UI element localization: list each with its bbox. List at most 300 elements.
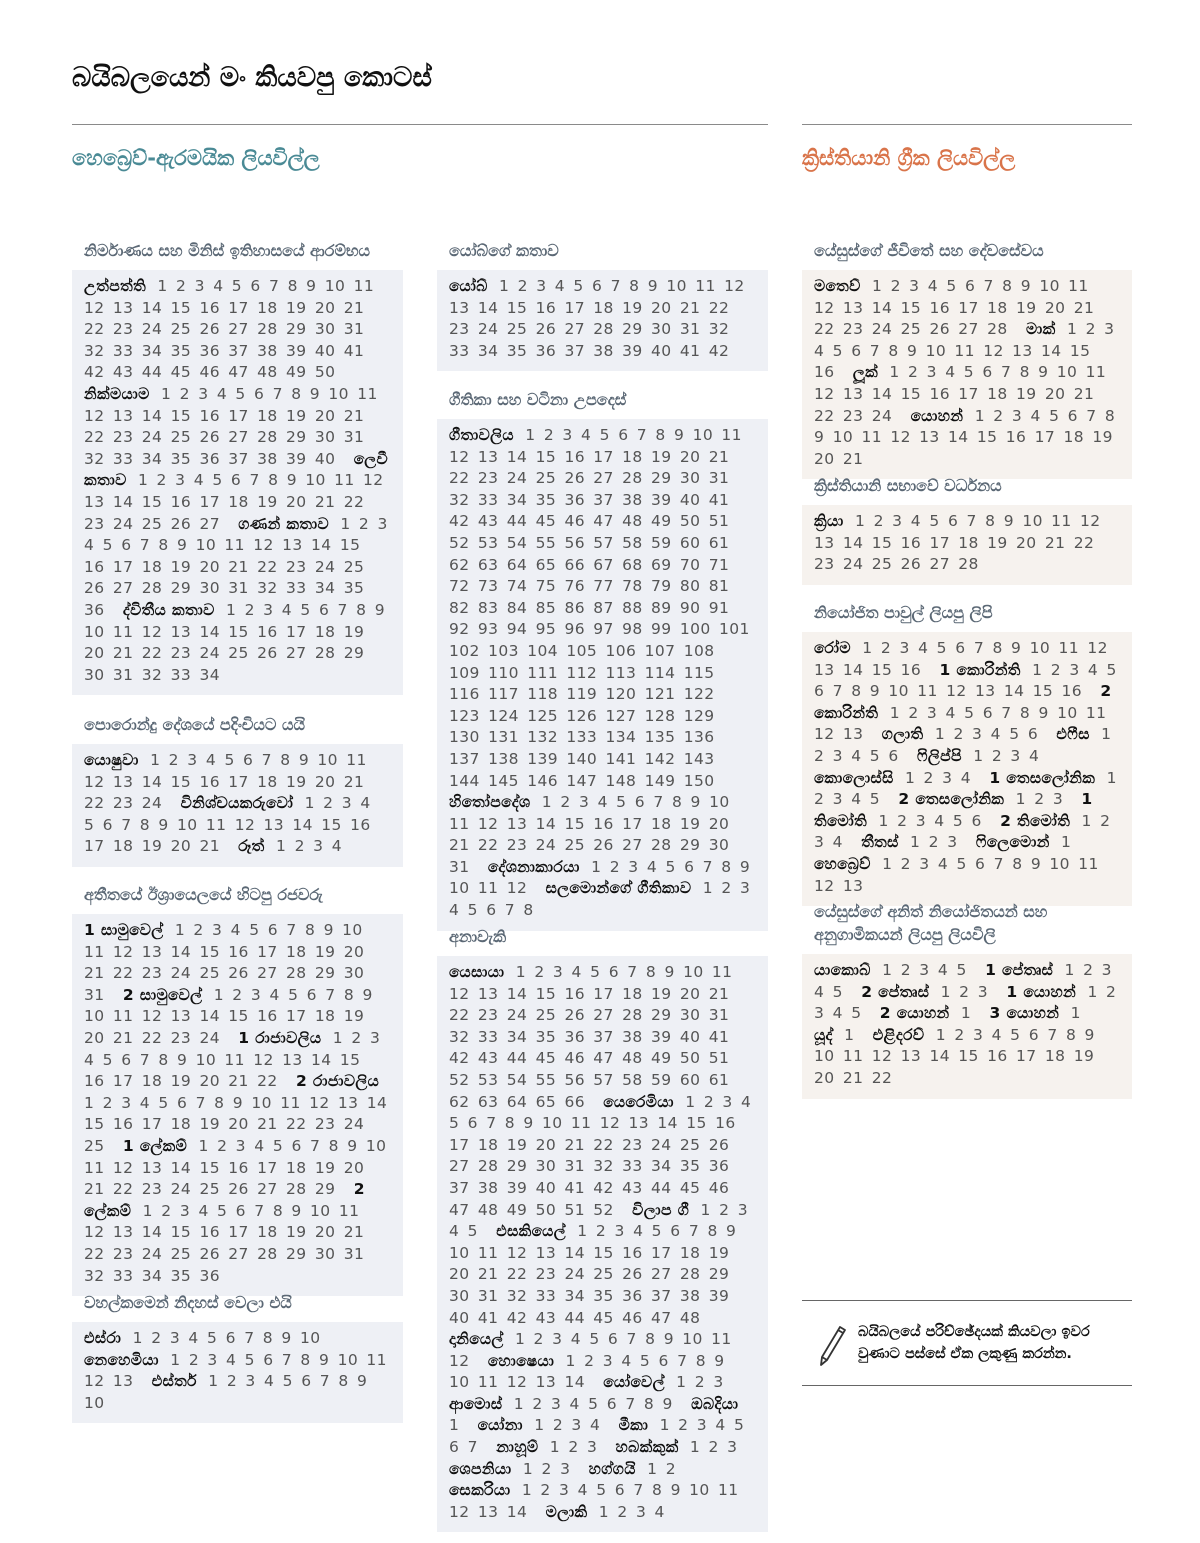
chapter-number[interactable]: 33 (170, 665, 192, 684)
chapter-number[interactable]: 7 (337, 600, 348, 619)
chapter-number[interactable]: 6 (975, 854, 986, 873)
chapter-number[interactable]: 12 (84, 298, 105, 317)
chapter-number[interactable]: 23 (314, 1115, 336, 1134)
chapter-number[interactable]: 5 (869, 790, 881, 809)
chapter-number[interactable]: 5 (733, 1416, 745, 1435)
chapter-number[interactable]: 4 (814, 982, 825, 1001)
chapter-number[interactable]: 32 (708, 320, 730, 339)
chapter-number[interactable]: 18 (593, 298, 614, 317)
chapter-number[interactable]: 3 (578, 793, 590, 812)
chapter-number[interactable]: 16 (929, 298, 950, 317)
chapter-number[interactable]: 1 (882, 961, 893, 979)
chapter-number[interactable]: 1 (275, 837, 287, 856)
chapter-number[interactable]: 1 (1101, 725, 1112, 744)
chapter-number[interactable]: 22 (141, 1028, 163, 1047)
chapter-number[interactable]: 62 (449, 1092, 470, 1111)
chapter-number[interactable]: 26 (228, 1180, 249, 1199)
chapter-number[interactable]: 2 (1106, 982, 1117, 1001)
chapter-number[interactable]: 23 (622, 1135, 643, 1154)
chapter-number[interactable]: 20 (343, 1158, 365, 1177)
chapter-number[interactable]: 20 (651, 298, 672, 317)
chapter-number[interactable]: 21 (842, 1068, 864, 1087)
chapter-number[interactable]: 13 (506, 814, 528, 833)
chapter-number[interactable]: 2 (900, 854, 911, 873)
chapter-number[interactable]: 3 (194, 277, 205, 295)
chapter-number[interactable]: 22 (84, 428, 105, 447)
chapter-number[interactable]: 11 (84, 1158, 105, 1177)
chapter-number[interactable]: 59 (651, 1070, 672, 1089)
chapter-number[interactable]: 8 (214, 1093, 225, 1112)
chapter-number[interactable]: 35 (170, 1266, 192, 1285)
chapter-number[interactable]: 6 (121, 1050, 132, 1069)
chapter-number[interactable]: 10 (251, 1093, 272, 1112)
chapter-number[interactable]: 19 (170, 557, 192, 576)
chapter-number[interactable]: 17 (228, 406, 249, 425)
chapter-number[interactable]: 21 (1044, 533, 1066, 552)
chapter-number[interactable]: 18 (314, 1007, 336, 1026)
chapter-number[interactable]: 9 (291, 1201, 302, 1220)
chapter-number[interactable]: 24 (535, 836, 557, 855)
chapter-number[interactable]: 11 (861, 428, 882, 447)
chapter-number[interactable]: 27 (593, 469, 614, 488)
chapter-number[interactable]: 25 (228, 644, 249, 663)
chapter-number[interactable]: 6 (230, 471, 242, 490)
chapter-number[interactable]: 5 (590, 963, 601, 981)
chapter-number[interactable]: 16 (900, 660, 922, 679)
chapter-number[interactable]: 4 (851, 746, 862, 765)
chapter-number[interactable]: 11 (711, 963, 733, 981)
chapter-number[interactable]: 10 (449, 1243, 470, 1262)
chapter-number[interactable]: 12 (477, 814, 499, 833)
chapter-number[interactable]: 63 (477, 1092, 499, 1111)
chapter-number[interactable]: 13 (842, 384, 864, 403)
chapter-number[interactable]: 10 (1057, 703, 1078, 722)
chapter-number[interactable]: 24 (842, 555, 864, 574)
chapter-number[interactable]: 122 (683, 685, 715, 704)
chapter-number[interactable]: 6 (250, 277, 261, 295)
chapter-number[interactable]: 149 (644, 771, 676, 790)
chapter-number[interactable]: 1 (137, 471, 149, 490)
chapter-number[interactable]: 5 (946, 277, 957, 295)
chapter-number[interactable]: 11 (718, 1481, 739, 1500)
chapter-number[interactable]: 5 (851, 1004, 862, 1023)
chapter-number[interactable]: 14 (141, 772, 163, 791)
chapter-number[interactable]: 34 (651, 1157, 672, 1176)
chapter-number[interactable]: 29 (286, 428, 307, 447)
chapter-number[interactable]: 48 (257, 363, 278, 382)
chapter-number[interactable]: 15 (593, 1243, 614, 1262)
chapter-number[interactable]: 2 (168, 751, 179, 769)
chapter-number[interactable]: 2 (217, 1136, 228, 1155)
chapter-number[interactable]: 2 (873, 512, 884, 530)
chapter-number[interactable]: 1 (1015, 790, 1026, 809)
chapter-number[interactable]: 9 (1038, 703, 1049, 722)
chapter-number[interactable]: 16 (112, 1115, 134, 1134)
chapter-number[interactable]: 12 (112, 1158, 134, 1177)
chapter-number[interactable]: 46 (564, 1049, 585, 1068)
chapter-number[interactable]: 44 (506, 512, 528, 531)
chapter-number[interactable]: 8 (643, 1394, 655, 1413)
chapter-number[interactable]: 13 (900, 1047, 922, 1066)
chapter-number[interactable]: 45 (535, 1049, 557, 1068)
chapter-number[interactable]: 43 (477, 1049, 499, 1068)
chapter-number[interactable]: 2 (900, 961, 911, 979)
chapter-number[interactable]: 5 (300, 600, 311, 619)
chapter-number[interactable]: 15 (84, 1115, 105, 1134)
chapter-number[interactable]: 12 (814, 298, 835, 317)
chapter-number[interactable]: 2 (179, 384, 190, 403)
chapter-number[interactable]: 21 (257, 1115, 278, 1134)
chapter-number[interactable]: 2 (908, 703, 919, 722)
chapter-number[interactable]: 35 (343, 579, 365, 598)
chapter-number[interactable]: 48 (477, 1200, 499, 1219)
chapter-number[interactable]: 5 (596, 1481, 607, 1500)
chapter-number[interactable]: 11 (366, 1350, 387, 1369)
chapter-number[interactable]: 3 (121, 1093, 132, 1112)
chapter-number[interactable]: 14 (506, 1502, 528, 1521)
chapter-number[interactable]: 18 (987, 384, 1008, 403)
chapter-number[interactable]: 2 (991, 746, 1003, 765)
chapter-number[interactable]: 37 (228, 341, 249, 360)
chapter-number[interactable]: 6 (318, 600, 330, 619)
chapter-number[interactable]: 7 (504, 901, 516, 920)
chapter-number[interactable]: 11 (334, 471, 355, 490)
chapter-number[interactable]: 28 (593, 320, 614, 339)
chapter-number[interactable]: 3 (919, 961, 930, 979)
chapter-number[interactable]: 37 (593, 490, 614, 509)
chapter-number[interactable]: 23 (842, 406, 864, 425)
chapter-number[interactable]: 14 (311, 1050, 332, 1069)
chapter-number[interactable]: 6 (614, 1481, 626, 1500)
chapter-number[interactable]: 8 (504, 1114, 516, 1133)
chapter-number[interactable]: 11 (112, 622, 134, 641)
chapter-number[interactable]: 20 (84, 1028, 105, 1047)
chapter-number[interactable]: 53 (477, 533, 499, 552)
chapter-number[interactable]: 42 (449, 512, 470, 531)
chapter-number[interactable]: 25 (199, 1180, 220, 1199)
chapter-number[interactable]: 45 (593, 1308, 614, 1327)
chapter-number[interactable]: 26 (257, 644, 278, 663)
chapter-number[interactable]: 7 (702, 857, 713, 876)
chapter-number[interactable]: 23 (477, 469, 499, 488)
chapter-number[interactable]: 7 (286, 921, 297, 939)
chapter-number[interactable]: 4 (741, 1092, 752, 1111)
chapter-number[interactable]: 5 (102, 1050, 113, 1069)
chapter-number[interactable]: 45 (170, 363, 192, 382)
chapter-number[interactable]: 4 (281, 600, 293, 619)
chapter-number[interactable]: 32 (449, 490, 470, 509)
chapter-number[interactable]: 10 (449, 879, 470, 898)
chapter-number[interactable]: 12 (1087, 639, 1108, 657)
chapter-number[interactable]: 24 (199, 1028, 220, 1047)
chapter-number[interactable]: 44 (506, 1049, 528, 1068)
chapter-number[interactable]: 41 (708, 490, 730, 509)
chapter-number[interactable]: 9 (739, 857, 751, 876)
chapter-number[interactable]: 12 (449, 447, 470, 466)
chapter-number[interactable]: 11 (721, 426, 742, 444)
chapter-number[interactable]: 26 (199, 320, 220, 339)
chapter-number[interactable]: 3 (1011, 406, 1023, 425)
chapter-number[interactable]: 6 (291, 1136, 302, 1155)
chapter-number[interactable]: 11 (357, 384, 378, 403)
chapter-number[interactable]: 19 (286, 772, 307, 791)
chapter-number[interactable]: 14 (564, 1243, 585, 1262)
chapter-number[interactable]: 5 (224, 751, 235, 769)
chapter-number[interactable]: 9 (1011, 639, 1022, 657)
chapter-number[interactable]: 14 (366, 1093, 388, 1112)
chapter-number[interactable]: 3 (899, 639, 910, 657)
chapter-number[interactable]: 31 (228, 579, 249, 598)
chapter-number[interactable]: 23 (112, 1244, 134, 1263)
chapter-number[interactable]: 10 (1022, 512, 1043, 530)
chapter-number[interactable]: 14 (535, 814, 557, 833)
chapter-number[interactable]: 1 (525, 426, 536, 444)
chapter-number[interactable]: 59 (651, 533, 672, 552)
chapter-number[interactable]: 9 (1020, 277, 1031, 295)
chapter-number[interactable]: 16 (987, 1047, 1008, 1066)
chapter-number[interactable]: 51 (708, 512, 730, 531)
chapter-number[interactable]: 11 (477, 1373, 499, 1392)
chapter-number[interactable]: 24 (343, 1115, 365, 1134)
chapter-number[interactable]: 16 (199, 1223, 220, 1242)
chapter-number[interactable]: 2 (908, 363, 919, 382)
chapter-number[interactable]: 13 (477, 1502, 499, 1521)
chapter-number[interactable]: 26 (564, 469, 585, 488)
chapter-number[interactable]: 21 (842, 449, 864, 468)
chapter-number[interactable]: 2 (102, 1093, 113, 1112)
chapter-number[interactable]: 8 (268, 471, 279, 490)
chapter-number[interactable]: 10 (310, 1201, 331, 1220)
chapter-number[interactable]: 9 (323, 921, 334, 939)
chapter-number[interactable]: 101 (719, 620, 750, 639)
chapter-number[interactable]: 39 (506, 1178, 528, 1197)
chapter-number[interactable]: 25 (170, 320, 192, 339)
chapter-number[interactable]: 12 (983, 341, 1004, 360)
chapter-number[interactable]: 1 (676, 1373, 687, 1392)
chapter-number[interactable]: 22 (449, 469, 470, 488)
chapter-number[interactable]: 5 (231, 277, 243, 295)
chapter-number[interactable]: 22 (257, 1072, 278, 1091)
chapter-number[interactable]: 18 (1063, 428, 1084, 447)
chapter-number[interactable]: 12 (946, 682, 967, 701)
chapter-number[interactable]: 32 (141, 665, 163, 684)
chapter-number[interactable]: 37 (651, 1286, 672, 1305)
chapter-number[interactable]: 7 (261, 751, 272, 769)
chapter-number[interactable]: 13 (84, 492, 105, 511)
chapter-number[interactable]: 16 (199, 298, 220, 317)
chapter-number[interactable]: 23 (449, 320, 470, 339)
chapter-number[interactable]: 2 (151, 1329, 162, 1347)
chapter-number[interactable]: 5 (639, 1351, 651, 1370)
chapter-number[interactable]: 3 (713, 1373, 724, 1392)
chapter-number[interactable]: 134 (605, 728, 637, 747)
chapter-number[interactable]: 94 (506, 620, 528, 639)
chapter-number[interactable]: 42 (84, 363, 105, 382)
chapter-number[interactable]: 20 (1016, 533, 1037, 552)
chapter-number[interactable]: 9 (318, 1350, 330, 1369)
chapter-number[interactable]: 8 (888, 341, 899, 360)
chapter-number[interactable]: 4 (577, 1481, 588, 1500)
chapter-number[interactable]: 1 (521, 1481, 533, 1500)
chapter-number[interactable]: 41 (564, 1178, 585, 1197)
chapter-number[interactable]: 87 (593, 598, 614, 617)
chapter-number[interactable]: 7 (139, 1050, 151, 1069)
chapter-number[interactable]: 88 (622, 598, 643, 617)
chapter-number[interactable]: 16 (84, 557, 105, 576)
chapter-number[interactable]: 2 (959, 982, 970, 1001)
chapter-number[interactable]: 1 (960, 1004, 972, 1023)
chapter-number[interactable]: 5 (832, 982, 843, 1001)
chapter-number[interactable]: 23 (477, 1006, 499, 1025)
chapter-number[interactable]: 82 (449, 598, 470, 617)
chapter-number[interactable]: 19 (987, 533, 1008, 552)
chapter-number[interactable]: 23 (842, 320, 864, 339)
chapter-number[interactable]: 31 (343, 320, 365, 339)
chapter-number[interactable]: 93 (477, 620, 499, 639)
chapter-number[interactable]: 7 (993, 854, 1004, 873)
chapter-number[interactable]: 30 (708, 836, 730, 855)
chapter-number[interactable]: 42 (449, 1049, 470, 1068)
chapter-number[interactable]: 32 (84, 449, 105, 468)
chapter-number[interactable]: 73 (477, 577, 499, 596)
chapter-number[interactable]: 67 (593, 555, 614, 574)
chapter-number[interactable]: 2 (953, 725, 964, 744)
chapter-number[interactable]: 17 (958, 298, 979, 317)
chapter-number[interactable]: 4 (254, 1136, 265, 1155)
chapter-number[interactable]: 43 (622, 1178, 643, 1197)
chapter-number[interactable]: 13 (112, 298, 134, 317)
chapter-number[interactable]: 3 (727, 1438, 738, 1457)
chapter-number[interactable]: 29 (314, 1180, 336, 1199)
chapter-number[interactable]: 1 (577, 1222, 588, 1241)
chapter-number[interactable]: 10 (689, 1481, 710, 1500)
chapter-number[interactable]: 21 (564, 1135, 585, 1154)
chapter-number[interactable]: 12 (309, 1093, 330, 1112)
chapter-number[interactable]: 29 (651, 1006, 672, 1025)
chapter-number[interactable]: 105 (566, 641, 598, 660)
chapter-number[interactable]: 1 (449, 1416, 460, 1435)
chapter-number[interactable]: 4 (832, 1004, 843, 1023)
chapter-number[interactable]: 14 (564, 1373, 585, 1392)
chapter-number[interactable]: 9 (523, 1114, 534, 1133)
chapter-number[interactable]: 14 (657, 1114, 678, 1133)
chapter-number[interactable]: 6 (121, 536, 132, 555)
chapter-number[interactable]: 17 (651, 1243, 672, 1262)
chapter-number[interactable]: 3 (250, 985, 262, 1004)
chapter-number[interactable]: 29 (286, 1244, 307, 1263)
chapter-number[interactable]: 2 (156, 471, 167, 490)
chapter-number[interactable]: 7 (688, 1222, 700, 1241)
chapter-number[interactable]: 9 (814, 428, 825, 447)
chapter-number[interactable]: 2 (993, 406, 1004, 425)
chapter-number[interactable]: 8 (338, 1372, 349, 1391)
chapter-number[interactable]: 126 (566, 706, 598, 725)
chapter-number[interactable]: 8 (1065, 1025, 1077, 1044)
chapter-number[interactable]: 3 (245, 1372, 256, 1391)
chapter-number[interactable]: 14 (141, 1223, 163, 1242)
chapter-number[interactable]: 10 (832, 428, 854, 447)
chapter-number[interactable]: 36 (564, 490, 585, 509)
chapter-number[interactable]: 3 (1101, 961, 1112, 979)
chapter-number[interactable]: 6 (1027, 725, 1039, 744)
chapter-number[interactable]: 21 (228, 1072, 249, 1091)
chapter-number[interactable]: 12 (449, 1502, 470, 1521)
chapter-number[interactable]: 19 (708, 1243, 730, 1262)
chapter-number[interactable]: 5 (599, 426, 610, 444)
chapter-number[interactable]: 28 (257, 1244, 278, 1263)
chapter-number[interactable]: 3 (635, 1502, 647, 1521)
chapter-number[interactable]: 1 (208, 1372, 219, 1391)
chapter-number[interactable]: 43 (477, 512, 499, 531)
chapter-number[interactable]: 64 (506, 555, 528, 574)
chapter-number[interactable]: 7 (1000, 363, 1012, 382)
chapter-number[interactable]: 3 (614, 1222, 625, 1241)
chapter-number[interactable]: 23 (141, 1180, 163, 1199)
chapter-number[interactable]: 70 (679, 555, 701, 574)
chapter-number[interactable]: 26 (900, 555, 922, 574)
chapter-number[interactable]: 4 (814, 341, 825, 360)
chapter-number[interactable]: 9 (647, 277, 659, 295)
chapter-number[interactable]: 8 (262, 1329, 274, 1347)
chapter-number[interactable]: 12 (724, 277, 745, 295)
chapter-number[interactable]: 48 (622, 512, 643, 531)
chapter-number[interactable]: 45 (535, 512, 557, 531)
chapter-number[interactable]: 17 (112, 1072, 134, 1091)
chapter-number[interactable]: 52 (593, 1200, 614, 1219)
chapter-number[interactable]: 29 (708, 1265, 730, 1284)
chapter-number[interactable]: 3 (562, 426, 573, 444)
chapter-number[interactable]: 12 (84, 772, 105, 791)
chapter-number[interactable]: 100 (679, 620, 711, 639)
chapter-number[interactable]: 12 (363, 471, 384, 490)
chapter-number[interactable]: 1 (198, 1136, 209, 1155)
chapter-number[interactable]: 111 (527, 663, 559, 682)
chapter-number[interactable]: 115 (683, 663, 715, 682)
chapter-number[interactable]: 31 (564, 1157, 585, 1176)
chapter-number[interactable]: 19 (314, 1158, 336, 1177)
chapter-number[interactable]: 17 (112, 557, 134, 576)
chapter-number[interactable]: 2 (517, 277, 528, 295)
chapter-number[interactable]: 11 (224, 536, 245, 555)
chapter-number[interactable]: 33 (112, 341, 134, 360)
chapter-number[interactable]: 3 (892, 512, 903, 530)
chapter-number[interactable]: 13 (814, 533, 835, 552)
chapter-number[interactable]: 78 (622, 577, 643, 596)
chapter-number[interactable]: 10 (666, 277, 687, 295)
chapter-number[interactable]: 18 (112, 837, 134, 856)
chapter-number[interactable]: 26 (535, 320, 557, 339)
chapter-number[interactable]: 3 (942, 768, 953, 787)
chapter-number[interactable]: 8 (523, 901, 534, 920)
chapter-number[interactable]: 17 (593, 447, 614, 466)
chapter-number[interactable]: 8 (721, 857, 732, 876)
chapter-number[interactable]: 35 (506, 341, 528, 360)
chapter-number[interactable]: 2 (533, 1330, 544, 1349)
chapter-number[interactable]: 21 (1073, 384, 1095, 403)
chapter-number[interactable]: 29 (506, 1157, 528, 1176)
chapter-number[interactable]: 22 (506, 1265, 528, 1284)
chapter-number[interactable]: 18 (958, 533, 979, 552)
chapter-number[interactable]: 13 (112, 1223, 134, 1242)
chapter-number[interactable]: 143 (683, 749, 715, 768)
chapter-number[interactable]: 6 (888, 746, 899, 765)
chapter-number[interactable]: 4 (990, 725, 1001, 744)
chapter-number[interactable]: 6 (684, 857, 695, 876)
chapter-number[interactable]: 9 (1030, 854, 1042, 873)
chapter-number[interactable]: 7 (973, 639, 985, 657)
chapter-number[interactable]: 28 (477, 1157, 499, 1176)
chapter-number[interactable]: 9 (673, 426, 685, 444)
